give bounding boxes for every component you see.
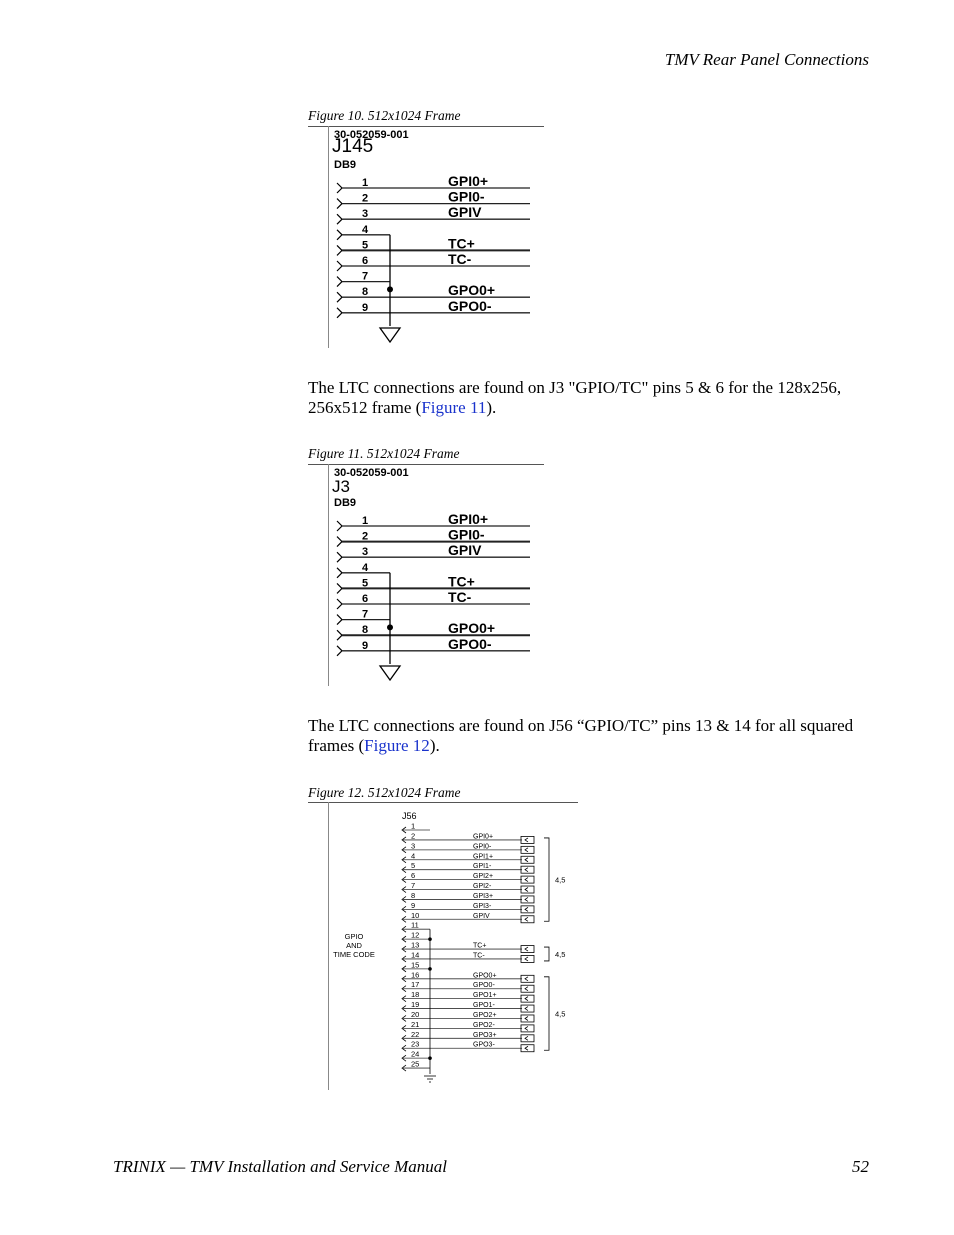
port-arrow — [525, 838, 528, 842]
signal-label: GPIV — [448, 542, 482, 559]
group-label: TIME CODE — [333, 950, 375, 959]
port-arrow — [525, 1046, 528, 1050]
pin-chevron — [337, 568, 342, 578]
port-connector — [521, 995, 534, 1002]
pin-number: 15 — [411, 960, 420, 970]
connector-type: DB9 — [334, 159, 357, 171]
signal-label: GPI2- — [473, 883, 492, 891]
signal-label: GPI0- — [448, 526, 485, 543]
signal-label: GPO2- — [473, 1021, 495, 1029]
port-arrow — [525, 868, 528, 872]
connector-label: J145 — [332, 136, 374, 157]
pin-chevron — [337, 308, 342, 318]
group-label: AND — [346, 941, 362, 950]
ground-symbol — [380, 328, 400, 342]
pin-number: 23 — [411, 1039, 420, 1049]
port-connector — [521, 1045, 534, 1052]
pin-number: 8 — [411, 890, 416, 900]
pin-number: 9 — [411, 900, 416, 910]
port-arrow — [525, 947, 528, 951]
bracket-label: 4,5 — [555, 950, 566, 959]
signal-label: GPI1- — [473, 863, 492, 871]
signal-label: TC+ — [448, 235, 475, 252]
figure-12-schematic — [322, 806, 582, 1091]
port-arrow — [525, 878, 528, 882]
ground-symbol — [380, 666, 400, 680]
pin-number: 9 — [362, 639, 369, 652]
pin-chevron — [337, 230, 342, 240]
port-connector — [521, 1015, 534, 1022]
port-arrow — [525, 977, 528, 981]
port-connector — [521, 906, 534, 913]
group-label: GPIO — [344, 932, 364, 941]
port-connector — [521, 896, 534, 903]
port-arrow — [525, 858, 528, 862]
port-connector — [521, 1035, 534, 1042]
signal-label: GPO0- — [448, 297, 492, 314]
pin-chevron — [337, 199, 342, 209]
pin-number: 5 — [362, 239, 369, 252]
port-connector — [521, 836, 534, 843]
signal-label: GPO0- — [473, 982, 495, 990]
figure-10-schematic — [328, 126, 548, 351]
pin-number: 14 — [411, 950, 420, 960]
pin-number: 12 — [411, 930, 420, 940]
port-arrow — [525, 1036, 528, 1040]
pin-chevron — [337, 183, 342, 193]
port-connector — [521, 866, 534, 873]
group-bracket — [544, 977, 549, 1050]
port-arrow — [525, 917, 528, 921]
signal-label: GPI0- — [473, 843, 492, 851]
signal-label: GPO1- — [473, 1002, 495, 1010]
paragraph-j3-ltc — [308, 378, 878, 418]
part-number: 30-052059-001 — [334, 129, 409, 141]
pin-number: 3 — [362, 208, 369, 221]
signal-label: GPI0- — [448, 188, 485, 205]
pin-number: 10 — [411, 910, 420, 920]
pin-number: 8 — [362, 286, 369, 299]
signal-label: GPO2+ — [473, 1011, 497, 1019]
signal-label: GPI3+ — [473, 892, 494, 900]
pin-chevron — [337, 615, 342, 625]
pin-number: 17 — [411, 980, 420, 990]
signal-label: GPI0+ — [473, 833, 494, 841]
pin-number: 13 — [411, 940, 420, 950]
port-connector — [521, 886, 534, 893]
port-connector — [521, 846, 534, 853]
pin-number: 11 — [411, 920, 419, 930]
signal-label: GPIV — [473, 912, 490, 920]
signal-label: GPI3- — [473, 902, 492, 910]
signal-label: GPO0+ — [473, 972, 497, 980]
figure-11-link[interactable]: Figure 11 — [421, 398, 487, 417]
figure-12-caption: Figure 12. 512x1024 Frame — [308, 785, 461, 800]
group-bracket — [544, 838, 549, 921]
footer-page-number: 52 — [852, 1157, 869, 1176]
pin-chevron — [337, 292, 342, 302]
port-connector — [521, 946, 534, 953]
port-arrow — [525, 848, 528, 852]
signal-label: GPO0- — [448, 635, 492, 652]
connector-label: J56 — [402, 811, 417, 821]
signal-label: TC+ — [448, 573, 475, 590]
figure-10-caption: Figure 10. 512x1024 Frame — [308, 108, 461, 123]
paragraph-text-end: ). — [429, 736, 440, 755]
port-connector — [521, 975, 534, 982]
connector-type: DB9 — [334, 497, 357, 509]
paragraph-j56-ltc — [308, 716, 878, 756]
signal-label: GPI1+ — [473, 853, 494, 861]
pin-number: 6 — [411, 871, 416, 881]
figure-12-rule — [308, 802, 578, 803]
junction-dot — [428, 967, 432, 971]
signal-label: TC- — [448, 251, 472, 267]
part-number: 30-052059-001 — [334, 467, 409, 479]
pin-number: 3 — [411, 841, 416, 851]
pin-number: 4 — [362, 223, 369, 236]
signal-label: GPO0+ — [448, 620, 496, 637]
running-header: TMV Rear Panel Connections — [664, 50, 869, 69]
connector-label: J3 — [332, 477, 350, 496]
figure-11-schematic — [328, 464, 548, 689]
port-arrow — [525, 987, 528, 991]
pin-chevron — [337, 599, 342, 609]
signal-label: GPO0+ — [448, 282, 496, 299]
signal-label: TC- — [448, 589, 472, 605]
port-connector — [521, 1025, 534, 1032]
port-arrow — [525, 897, 528, 901]
signal-label: GPI0+ — [448, 511, 489, 527]
pin-number: 20 — [411, 1009, 420, 1019]
pin-number: 3 — [362, 546, 369, 559]
pin-number: 1 — [362, 177, 369, 189]
pin-number: 8 — [362, 624, 369, 637]
port-connector — [521, 856, 534, 863]
signal-label: GPI2+ — [473, 873, 494, 881]
pin-chevron — [337, 277, 342, 287]
port-arrow — [525, 957, 528, 961]
pin-chevron — [337, 521, 342, 531]
paragraph-text: The LTC connections are found on J3 "GPIO/TC" pins 5 & 6 for the 128x256, 256x512 frame ( — [308, 378, 842, 417]
pin-number: 4 — [411, 851, 416, 861]
paragraph-text-end: ). — [486, 398, 497, 417]
footer-manual-title: TRINIX — TMV Installation and Service Manual — [113, 1157, 447, 1176]
port-arrow — [525, 997, 528, 1001]
pin-number: 7 — [411, 881, 416, 891]
junction-dot — [428, 1056, 432, 1060]
bracket-label: 4,5 — [555, 875, 566, 885]
pin-number: 6 — [362, 593, 369, 605]
signal-label: GPIV — [448, 204, 482, 221]
pin-chevron — [337, 537, 342, 547]
port-arrow — [525, 907, 528, 911]
port-arrow — [525, 1026, 528, 1030]
group-bracket — [544, 947, 549, 961]
pin-chevron — [337, 261, 342, 271]
signal-label: GPO1+ — [473, 992, 497, 1000]
pin-chevron — [337, 245, 342, 255]
pin-number: 1 — [362, 515, 369, 527]
pin-number: 21 — [411, 1019, 420, 1029]
pin-number: 18 — [411, 990, 420, 1000]
pin-number: 7 — [362, 270, 369, 283]
pin-number: 5 — [362, 577, 369, 590]
pin-chevron — [337, 646, 342, 656]
signal-label: TC- — [473, 952, 485, 960]
pin-number: 22 — [411, 1029, 420, 1039]
signal-label: GPO3- — [473, 1041, 495, 1049]
port-connector — [521, 985, 534, 992]
junction-dot — [428, 937, 432, 941]
port-connector — [521, 876, 534, 883]
bracket-label: 4,5 — [555, 1009, 566, 1019]
paragraph-text: The LTC connections are found on J56 “GPIO/TC” pins 13 & 14 for all squared frames ( — [308, 716, 854, 755]
port-arrow — [525, 1007, 528, 1011]
signal-label: GPO3+ — [473, 1031, 497, 1039]
pin-number: 24 — [411, 1049, 420, 1059]
pin-number: 5 — [411, 861, 416, 871]
junction-dot — [387, 286, 393, 292]
pin-chevron — [337, 214, 342, 224]
pin-number: 4 — [362, 561, 369, 574]
pin-chevron — [337, 552, 342, 562]
port-connector — [521, 916, 534, 923]
pin-chevron — [337, 583, 342, 593]
signal-label: GPI0+ — [448, 173, 489, 189]
pin-number: 1 — [411, 821, 416, 831]
junction-dot — [387, 624, 393, 630]
port-arrow — [525, 1016, 528, 1020]
pin-number: 6 — [362, 255, 369, 267]
pin-number: 19 — [411, 1000, 420, 1010]
pin-chevron — [337, 630, 342, 640]
port-connector — [521, 1005, 534, 1012]
pin-number: 2 — [362, 530, 369, 543]
pin-number: 25 — [411, 1059, 420, 1069]
pin-number: 9 — [362, 301, 369, 314]
pin-number: 2 — [362, 192, 369, 205]
signal-label: TC+ — [473, 942, 487, 950]
figure-11-caption: Figure 11. 512x1024 Frame — [308, 446, 460, 461]
pin-number: 7 — [362, 608, 369, 621]
port-arrow — [525, 888, 528, 892]
pin-number: 2 — [411, 831, 416, 841]
port-connector — [521, 955, 534, 962]
figure-12-link[interactable]: Figure 12 — [364, 736, 430, 755]
pin-number: 16 — [411, 970, 420, 980]
